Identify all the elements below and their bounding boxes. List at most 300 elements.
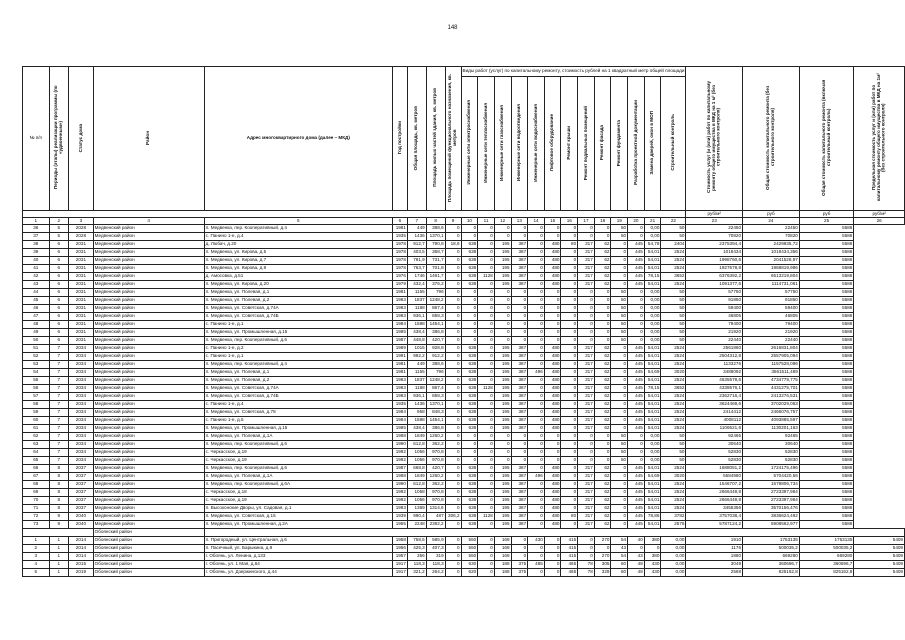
table-cell: 6 [49, 265, 69, 273]
table-cell: 2034 [69, 353, 94, 361]
table-cell: 0 [478, 289, 495, 297]
table-cell: 0 [478, 329, 495, 337]
table-cell: 1992 [393, 449, 408, 457]
table-cell: 2014 [69, 553, 94, 561]
table-cell: 2524 [661, 265, 686, 273]
table-cell: 5586 [799, 305, 854, 313]
table-cell: 317 [578, 393, 595, 401]
table-cell: Медвенский район [93, 521, 204, 529]
table-cell: 0 [528, 417, 545, 425]
table-cell: 496 [528, 473, 545, 481]
table-cell: Медвенский район [93, 321, 204, 329]
table-cell: 387 [511, 377, 528, 385]
table-cell: 731,7 [426, 257, 445, 265]
table-cell: 0 [494, 225, 511, 233]
table-cell: 0 [445, 497, 461, 505]
table-cell: 0 [561, 257, 578, 265]
table-cell: 5586 [799, 457, 854, 465]
table-cell: 0 [611, 417, 628, 425]
table-cell: 0 [544, 337, 561, 345]
table-cell: 51 [23, 345, 50, 353]
table-cell: Медвенский район [93, 257, 204, 265]
table-cell: 0 [594, 545, 611, 553]
table-cell: 360696,7 [799, 561, 854, 569]
table-cell: 387 [511, 249, 528, 257]
table-cell: 8 [49, 473, 69, 481]
table-cell: 2031 [69, 249, 94, 257]
table-cell: 620 [461, 569, 478, 577]
header-period: Периоды (этапы) реализации программы (по «удвоенным») [49, 67, 69, 211]
table-cell: 317 [578, 489, 595, 497]
table-cell: 0 [561, 313, 578, 321]
table-cell: 5586 [799, 449, 854, 457]
table-cell: 0 [461, 441, 478, 449]
table-cell: 763,7 [407, 265, 426, 273]
column-number: 6 [393, 218, 408, 225]
table-row [23, 545, 905, 553]
table-cell: 195 [494, 241, 511, 249]
table-cell: 1128 [478, 385, 495, 393]
table-cell: 168 [494, 545, 511, 553]
table-cell: 3757038,4 [686, 513, 743, 521]
table-cell: 480 [544, 489, 561, 497]
table-cell: 54,01 [644, 265, 661, 273]
table-cell: 80 [561, 241, 578, 249]
table-cell: 3455356 [686, 505, 743, 513]
table-cell: 0 [445, 521, 461, 529]
table-cell: 445 [628, 505, 645, 513]
table-cell: 50 [611, 233, 628, 241]
table-cell: 0 [528, 233, 545, 241]
table-cell: 0 [445, 361, 461, 369]
table-cell: 0 [528, 457, 545, 465]
unit-cell: руб [743, 211, 800, 218]
table-cell: 0 [611, 353, 628, 361]
table-cell: с. Панино 1-е, д.1 [204, 321, 392, 329]
table-cell: 4008112 [686, 417, 743, 425]
table-cell: 1880 [686, 553, 743, 561]
table-cell: 480 [544, 473, 561, 481]
header-work-9: Ремонт фасада [594, 77, 611, 211]
table-cell: 0 [544, 433, 561, 441]
table-cell: 0 [611, 249, 628, 257]
table-cell: 1992 [393, 489, 408, 497]
table-cell: Медвенский район [93, 297, 204, 305]
table-cell: 2031 [69, 289, 94, 297]
table-cell: 1939 [393, 513, 408, 521]
table-cell: 0 [445, 265, 461, 273]
table-cell: 2524 [661, 497, 686, 505]
table-cell: 0 [511, 313, 528, 321]
table-cell: 6 [49, 329, 69, 337]
table-cell: 3782 [661, 513, 686, 521]
header-works-group: Виды работ (услуг) по капитальному ремонту, стоимость рублей на 1 квадратный метр общей площади [461, 67, 686, 77]
table-cell: 1991 [393, 353, 408, 361]
table-cell: 0 [561, 361, 578, 369]
header-no: № п/п [23, 67, 50, 211]
table-cell: 2034 [69, 433, 94, 441]
table-cell: 0 [461, 225, 478, 233]
table-cell: 50 [661, 321, 686, 329]
table-cell: 64 [23, 449, 50, 457]
table-cell: 0 [561, 521, 578, 529]
table-cell: 669280 [743, 553, 800, 561]
table-cell: 388,6 [426, 361, 445, 369]
table-cell: 54,01 [644, 393, 661, 401]
table-cell: 0 [445, 313, 461, 321]
table-cell: 0 [478, 353, 495, 361]
table-cell: 415 [561, 553, 578, 561]
table-cell: 5586 [799, 521, 854, 529]
table-cell: 1128 [478, 273, 495, 281]
table-cell: 0 [594, 313, 611, 321]
table-cell: 0 [561, 481, 578, 489]
table-cell: с. Панино 1-е, д.5 [204, 417, 392, 425]
table-cell: 0 [611, 425, 628, 433]
table-cell: п. Медвенка, ул. Советская, д.74А [204, 385, 392, 393]
table-cell: 387 [511, 369, 528, 377]
table-cell: 0 [628, 337, 645, 345]
table-row [23, 321, 905, 329]
table-cell: 438,4 [407, 425, 426, 433]
table-cell: п. Медвенка, ул. Советская, д.74А [204, 305, 392, 313]
table-cell: п. Медвенка, пер. Кооперативный, д.6А [204, 481, 392, 489]
table-cell: с. Черкасское, д.19 [204, 497, 392, 505]
table-cell: 445 [628, 377, 645, 385]
table-cell: 2037 [69, 505, 94, 513]
table-cell: 0 [445, 337, 461, 345]
table-cell: 0 [628, 305, 645, 313]
table-cell: 550 [461, 545, 478, 553]
table-cell: 638 [461, 241, 478, 249]
table-cell: 6 [49, 297, 69, 305]
table-cell: 0 [445, 281, 461, 289]
table-row [23, 257, 905, 265]
table-cell: 4635578,6 [686, 377, 743, 385]
table-cell: 5586 [799, 473, 854, 481]
table-cell: 387 [511, 481, 528, 489]
table-cell: 1588 [407, 321, 426, 329]
table-cell: 1983 [393, 393, 408, 401]
table-cell: 612,8 [407, 481, 426, 489]
table-cell: 1988 [393, 433, 408, 441]
table-cell: 317 [578, 273, 595, 281]
table-cell: 5787124,2 [686, 521, 743, 529]
table-cell: 0 [528, 553, 545, 561]
table-cell: 912,7 [407, 241, 426, 249]
table-cell: 2524 [661, 257, 686, 265]
unit-cell: руб/м² [686, 211, 743, 218]
table-cell: 445 [628, 489, 645, 497]
table-cell: 0 [528, 225, 545, 233]
table-cell: 449 [407, 225, 426, 233]
table-cell: 1955 [393, 521, 408, 529]
table-cell: 445 [628, 473, 645, 481]
table-cell: 1992 [393, 457, 408, 465]
table-cell: 430 [528, 537, 545, 545]
table-cell: 1849 [407, 433, 426, 441]
table-cell: 1998760,6 [686, 257, 743, 265]
column-number: 23 [686, 218, 743, 225]
table-cell: 0 [528, 425, 545, 433]
table-cell: 8 [49, 465, 69, 473]
table-cell: 195 [494, 345, 511, 353]
table-cell: 0 [511, 289, 528, 297]
table-cell: 0 [528, 313, 545, 321]
table-cell: с. Черкасское, д.19 [204, 457, 392, 465]
table-cell: 0 [478, 425, 495, 433]
table-cell: 2375394,4 [686, 241, 743, 249]
table-cell: 59400 [686, 305, 743, 313]
table-cell: 0 [478, 265, 495, 273]
table-cell: 52830 [743, 457, 800, 465]
table-cell: 0 [628, 329, 645, 337]
table-cell: 445 [628, 265, 645, 273]
table-cell: 638 [461, 265, 478, 273]
table-cell: 0 [611, 409, 628, 417]
table-cell: 386,8 [426, 425, 445, 433]
table-cell: 2524 [661, 417, 686, 425]
header-cost-per-m2: Стоимость услуг (и (или) работ по капитальному ремонту общего имущества в МКД на 1 м² (без строительного контроля) [686, 67, 743, 211]
table-row [23, 337, 905, 345]
table-cell: п. Медвенка, ул. Кирова, д.20 [204, 281, 392, 289]
table-cell: 0 [578, 289, 595, 297]
table-cell: 376,2 [426, 281, 445, 289]
table-cell: 0 [611, 265, 628, 273]
table-cell: 62 [594, 393, 611, 401]
table-cell: 1993 [393, 505, 408, 513]
table-cell: 71 [23, 505, 50, 513]
table-cell: 62 [594, 281, 611, 289]
table-cell: 0 [611, 473, 628, 481]
table-cell: 50 [661, 457, 686, 465]
table-cell: 2557905,094 [743, 353, 800, 361]
table-cell: 57750 [743, 289, 800, 297]
table-cell: 50 [661, 313, 686, 321]
table-cell: 0 [578, 305, 595, 313]
table-cell: 0 [561, 441, 578, 449]
table-cell: Медвенский район [93, 433, 204, 441]
table-cell: 0 [561, 369, 578, 377]
table-cell: 62 [594, 401, 611, 409]
header-work-3: Инженерные сети газоснабжения [494, 77, 511, 211]
table-cell: 480 [544, 345, 561, 353]
header-nonliving-area: Площадь помещений функционального назначения, кв. метров [445, 67, 461, 211]
table-cell: 0 [461, 321, 478, 329]
table-cell: Медвенский район [93, 465, 204, 473]
table-cell: 5586 [799, 329, 854, 337]
table-cell: 1260,2 [426, 473, 445, 481]
table-cell: 0 [544, 457, 561, 465]
table-cell: 668,8 [407, 465, 426, 473]
table-cell: 638 [461, 361, 478, 369]
table-cell: 445 [628, 241, 645, 249]
table-cell: 195 [494, 425, 511, 433]
table-cell: 970,8 [426, 457, 445, 465]
table-cell: 317 [578, 481, 595, 489]
table-cell: 638 [461, 281, 478, 289]
table-cell: 638 [461, 409, 478, 417]
table-cell: 50 [611, 329, 628, 337]
table-cell: 0 [561, 225, 578, 233]
table-cell: 6 [49, 249, 69, 257]
table-cell: 375 [511, 569, 528, 577]
table-cell: Медвенский район [93, 441, 204, 449]
column-number: 17 [578, 218, 595, 225]
table-cell: 5586 [799, 337, 854, 345]
table-row [23, 289, 905, 297]
table-cell: 0 [528, 273, 545, 281]
table-cell: 2504312,8 [686, 353, 743, 361]
table-cell: 5586 [799, 281, 854, 289]
table-cell: 53 [23, 361, 50, 369]
column-number-row [23, 218, 905, 225]
table-cell: 50 [661, 433, 686, 441]
table-cell: 43 [23, 281, 50, 289]
table-cell: 958 [407, 409, 426, 417]
table-cell: 48 [23, 321, 50, 329]
table-cell: 2037 [69, 489, 94, 497]
table-cell: с. Черкасское, д.19 [204, 449, 392, 457]
table-cell: 118,3 [426, 561, 445, 569]
table-cell: 6 [49, 321, 69, 329]
table-cell: 0 [628, 233, 645, 241]
table-cell: 54,01 [644, 281, 661, 289]
table-cell: 480 [544, 369, 561, 377]
table-cell: 2040 [69, 513, 94, 521]
table-cell: 2031 [69, 313, 94, 321]
table-cell: 638 [461, 401, 478, 409]
table-cell: 54,01 [644, 505, 661, 513]
table-cell: 445 [628, 273, 645, 281]
table-cell: 54,01 [644, 481, 661, 489]
table-cell: 5409 [854, 545, 905, 553]
table-cell: 70820 [743, 233, 800, 241]
table-cell: 0 [528, 409, 545, 417]
table-cell: 1314,6 [426, 505, 445, 513]
table-cell: 2031 [69, 241, 94, 249]
table-cell: 2031 [69, 273, 94, 281]
table-cell: 430 [644, 561, 661, 569]
table-cell: 0 [511, 337, 528, 345]
table-cell: г. Обоянь, ул. 1 Мая, д.64 [204, 561, 392, 569]
table-cell: 445 [628, 497, 645, 505]
table-cell: п. Медвенка, ул. Советская, д.15 [204, 513, 392, 521]
table-cell: 2723397,964 [743, 489, 800, 497]
table-cell: 5586 [799, 273, 854, 281]
table-cell: 0 [494, 297, 511, 305]
table-cell: 0 [611, 281, 628, 289]
table-cell: 0 [528, 521, 545, 529]
table-cell: 0 [478, 337, 495, 345]
table-cell: 8 [49, 481, 69, 489]
table-cell: 480 [544, 393, 561, 401]
table-cell: 0 [528, 465, 545, 473]
table-row [23, 281, 905, 289]
table-cell: 638 [461, 353, 478, 361]
table-cell: 0,00 [644, 449, 661, 457]
table-cell: 465 [561, 561, 578, 569]
table-cell: 0 [478, 249, 495, 257]
table-cell: 1976 [393, 273, 408, 281]
table-cell: 46805 [743, 313, 800, 321]
unit-cell: руб/м² [854, 211, 905, 218]
table-cell: 387 [511, 409, 528, 417]
table-cell: 21920 [686, 329, 743, 337]
table-cell: 0 [594, 449, 611, 457]
table-cell: 195 [494, 361, 511, 369]
table-cell: 50 [661, 233, 686, 241]
table-cell: 2524 [661, 361, 686, 369]
table-cell: 0 [561, 297, 578, 305]
table-cell: 0 [478, 369, 495, 377]
table-cell: 43 [628, 553, 645, 561]
table-cell: 2019 [69, 569, 94, 577]
table-cell: 195 [494, 393, 511, 401]
table-cell: 5586 [799, 385, 854, 393]
table-cell: 638 [461, 473, 478, 481]
table-cell: г. Обоянь, ул. Дзержинского, д.44 [204, 569, 392, 577]
table-cell: 387 [511, 465, 528, 473]
table-cell: 445 [628, 409, 645, 417]
table-cell: 0 [478, 393, 495, 401]
table-cell: 2362716,4 [686, 393, 743, 401]
table-cell: 630 [461, 561, 478, 569]
table-cell: 5586 [799, 369, 854, 377]
table-cell: 1056 [407, 457, 426, 465]
table-cell: 57 [23, 393, 50, 401]
table-cell: 0 [578, 337, 595, 345]
table-cell: 1849 [407, 473, 426, 481]
header-work-11: Разработка проектной документации [628, 77, 645, 211]
table-cell: 60 [611, 569, 628, 577]
table-cell: 638 [461, 385, 478, 393]
table-cell: 2466076,757 [743, 409, 800, 417]
table-cell: 0 [445, 377, 461, 385]
table-cell: 22440 [686, 337, 743, 345]
table-cell: 936,1 [407, 393, 426, 401]
table-cell: 0 [478, 345, 495, 353]
table-cell: 6 [49, 289, 69, 297]
table-row [23, 313, 905, 321]
table-cell: 362,2 [426, 481, 445, 489]
table-cell: 195 [494, 409, 511, 417]
header-work-10: Ремонт фундамента [611, 77, 628, 211]
table-cell: 638 [461, 497, 478, 505]
table-cell: 1990 [393, 481, 408, 489]
table-cell: Медвенский район [93, 481, 204, 489]
table-cell: 317 [578, 281, 595, 289]
table-cell: 0,00 [644, 313, 661, 321]
table-cell: 5586 [799, 401, 854, 409]
table-cell: 387 [511, 385, 528, 393]
table-cell: 480 [544, 513, 561, 521]
table-cell: 0 [578, 449, 595, 457]
table-cell: 0 [494, 457, 511, 465]
table-cell: 0 [478, 233, 495, 241]
table-cell: 0 [561, 249, 578, 257]
table-cell: 5584980 [686, 473, 743, 481]
table-cell: 669280 [799, 553, 854, 561]
table-cell: 5586 [799, 441, 854, 449]
table-cell: 54,01 [644, 521, 661, 529]
table-cell: 448,8 [407, 337, 426, 345]
column-number: 24 [743, 218, 800, 225]
table-cell: 0 [445, 449, 461, 457]
table-cell: 2666449,8 [686, 489, 743, 497]
table-cell: 0 [561, 457, 578, 465]
table-cell: п. Медвенка, ул. Полевая, д.2 [204, 297, 392, 305]
